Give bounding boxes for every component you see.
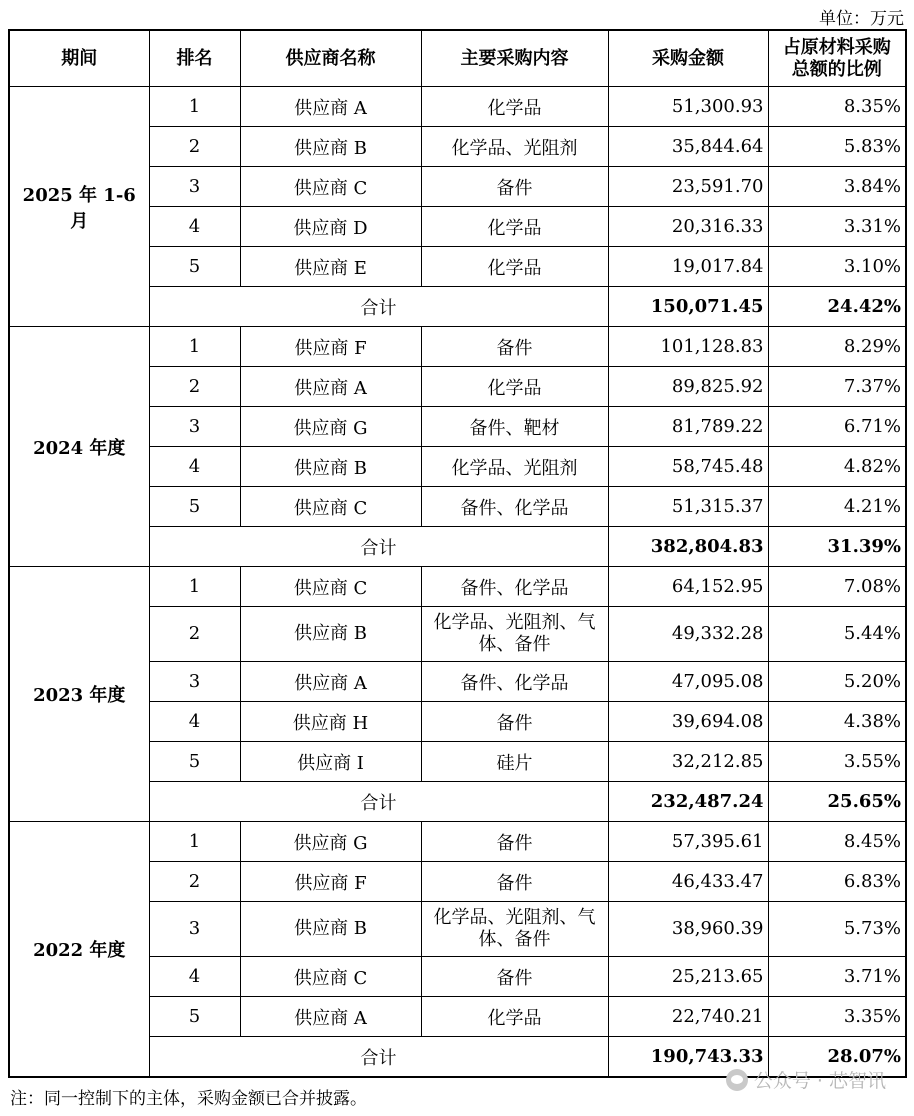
supplier-cell: 供应商 D: [240, 207, 421, 247]
ratio-cell: 6.83%: [768, 862, 906, 902]
supplier-cell: 供应商 B: [240, 607, 421, 662]
ratio-cell: 3.31%: [768, 207, 906, 247]
wechat-icon: [726, 1069, 748, 1091]
supplier-cell: 供应商 B: [240, 127, 421, 167]
content-cell: 备件: [421, 957, 608, 997]
header-rank: 排名: [149, 30, 240, 87]
ratio-cell: 7.08%: [768, 567, 906, 607]
content-cell: 化学品、光阻剂、气体、备件: [421, 607, 608, 662]
total-label: 合计: [149, 1037, 608, 1078]
header-supplier: 供应商名称: [240, 30, 421, 87]
rank-cell: 3: [149, 662, 240, 702]
table-row: [9, 87, 906, 127]
rank-cell: 1: [149, 327, 240, 367]
amount-cell: 19,017.84: [608, 247, 768, 287]
content-cell: 备件: [421, 702, 608, 742]
amount-cell: 51,300.93: [608, 87, 768, 127]
total-amount: 382,804.83: [608, 527, 768, 567]
period-cell: 2024 年度: [9, 327, 149, 567]
amount-cell: 81,789.22: [608, 407, 768, 447]
content-cell: 化学品、光阻剂: [421, 127, 608, 167]
header-amount: 采购金额: [608, 30, 768, 87]
header-row: [9, 30, 906, 87]
ratio-cell: 7.37%: [768, 367, 906, 407]
content-cell: 化学品: [421, 367, 608, 407]
rank-cell: 2: [149, 607, 240, 662]
header-ratio-line1: 占原材料采购: [782, 36, 891, 58]
total-label: 合计: [149, 527, 608, 567]
rank-cell: 4: [149, 702, 240, 742]
rank-cell: 5: [149, 742, 240, 782]
content-cell: 备件、化学品: [421, 487, 608, 527]
amount-cell: 20,316.33: [608, 207, 768, 247]
ratio-cell: 8.29%: [768, 327, 906, 367]
total-ratio: 24.42%: [768, 287, 906, 327]
supplier-cell: 供应商 G: [240, 407, 421, 447]
total-amount: 190,743.33: [608, 1037, 768, 1078]
ratio-cell: 3.71%: [768, 957, 906, 997]
rank-cell: 5: [149, 487, 240, 527]
period-cell: 2023 年度: [9, 567, 149, 822]
rank-cell: 3: [149, 407, 240, 447]
content-cell: 硅片: [421, 742, 608, 782]
ratio-cell: 8.35%: [768, 87, 906, 127]
ratio-cell: 6.71%: [768, 407, 906, 447]
supplier-cell: 供应商 A: [240, 87, 421, 127]
watermark-text: 公众号 · 芯智讯: [753, 1070, 886, 1092]
content-cell: 化学品: [421, 87, 608, 127]
supplier-cell: 供应商 B: [240, 447, 421, 487]
period-cell: 2025 年 1-6 月: [9, 87, 149, 327]
supplier-cell: 供应商 H: [240, 702, 421, 742]
table-row: [9, 567, 906, 607]
content-cell: 化学品、光阻剂、气体、备件: [421, 902, 608, 957]
content-cell: 化学品、光阻剂: [421, 447, 608, 487]
supplier-cell: 供应商 F: [240, 327, 421, 367]
supplier-cell: 供应商 C: [240, 567, 421, 607]
amount-cell: 89,825.92: [608, 367, 768, 407]
header-ratio-line2: 总额的比例: [791, 58, 882, 80]
content-cell: 备件: [421, 862, 608, 902]
rank-cell: 1: [149, 567, 240, 607]
supplier-cell: 供应商 A: [240, 662, 421, 702]
amount-cell: 23,591.70: [608, 167, 768, 207]
rank-cell: 4: [149, 957, 240, 997]
header-ratio: [768, 30, 906, 87]
unit-label: 单位：万元: [819, 9, 904, 29]
rank-cell: 1: [149, 87, 240, 127]
amount-cell: 38,960.39: [608, 902, 768, 957]
supplier-cell: 供应商 G: [240, 822, 421, 862]
ratio-cell: 3.55%: [768, 742, 906, 782]
supplier-cell: 供应商 C: [240, 487, 421, 527]
rank-cell: 4: [149, 447, 240, 487]
footnote: 注：同一控制下的主体，采购金额已合并披露。: [10, 1089, 367, 1109]
table-row: [9, 327, 906, 367]
content-cell: 备件、化学品: [421, 567, 608, 607]
amount-cell: 32,212.85: [608, 742, 768, 782]
content-cell: 备件、化学品: [421, 662, 608, 702]
ratio-cell: 4.21%: [768, 487, 906, 527]
amount-cell: 47,095.08: [608, 662, 768, 702]
table-body: [9, 87, 906, 1078]
watermark: [726, 1066, 886, 1093]
supplier-cell: 供应商 A: [240, 997, 421, 1037]
period-cell: 2022 年度: [9, 822, 149, 1078]
rank-cell: 4: [149, 207, 240, 247]
ratio-cell: 5.44%: [768, 607, 906, 662]
amount-cell: 25,213.65: [608, 957, 768, 997]
amount-cell: 39,694.08: [608, 702, 768, 742]
amount-cell: 35,844.64: [608, 127, 768, 167]
content-cell: 备件、靶材: [421, 407, 608, 447]
rank-cell: 5: [149, 247, 240, 287]
ratio-cell: 3.10%: [768, 247, 906, 287]
amount-cell: 49,332.28: [608, 607, 768, 662]
ratio-cell: 3.84%: [768, 167, 906, 207]
table-row: [9, 822, 906, 862]
supplier-purchase-table: [8, 29, 907, 1078]
supplier-cell: 供应商 A: [240, 367, 421, 407]
supplier-cell: 供应商 B: [240, 902, 421, 957]
rank-cell: 3: [149, 167, 240, 207]
supplier-cell: 供应商 C: [240, 167, 421, 207]
rank-cell: 1: [149, 822, 240, 862]
amount-cell: 58,745.48: [608, 447, 768, 487]
rank-cell: 2: [149, 862, 240, 902]
ratio-cell: 4.82%: [768, 447, 906, 487]
ratio-cell: 5.83%: [768, 127, 906, 167]
ratio-cell: 3.35%: [768, 997, 906, 1037]
header-content: 主要采购内容: [421, 30, 608, 87]
content-cell: 化学品: [421, 207, 608, 247]
content-cell: 备件: [421, 822, 608, 862]
amount-cell: 51,315.37: [608, 487, 768, 527]
amount-cell: 46,433.47: [608, 862, 768, 902]
total-amount: 150,071.45: [608, 287, 768, 327]
rank-cell: 5: [149, 997, 240, 1037]
total-ratio: 31.39%: [768, 527, 906, 567]
amount-cell: 64,152.95: [608, 567, 768, 607]
amount-cell: 57,395.61: [608, 822, 768, 862]
supplier-cell: 供应商 F: [240, 862, 421, 902]
supplier-cell: 供应商 E: [240, 247, 421, 287]
total-label: 合计: [149, 287, 608, 327]
header-period: 期间: [9, 30, 149, 87]
amount-cell: 22,740.21: [608, 997, 768, 1037]
ratio-cell: 5.73%: [768, 902, 906, 957]
rank-cell: 3: [149, 902, 240, 957]
content-cell: 备件: [421, 327, 608, 367]
total-ratio: 28.07%: [768, 1037, 906, 1078]
rank-cell: 2: [149, 367, 240, 407]
content-cell: 化学品: [421, 997, 608, 1037]
rank-cell: 2: [149, 127, 240, 167]
supplier-cell: 供应商 C: [240, 957, 421, 997]
ratio-cell: 5.20%: [768, 662, 906, 702]
total-amount: 232,487.24: [608, 782, 768, 822]
content-cell: 化学品: [421, 247, 608, 287]
content-cell: 备件: [421, 167, 608, 207]
total-ratio: 25.65%: [768, 782, 906, 822]
ratio-cell: 4.38%: [768, 702, 906, 742]
supplier-cell: 供应商 I: [240, 742, 421, 782]
ratio-cell: 8.45%: [768, 822, 906, 862]
total-label: 合计: [149, 782, 608, 822]
amount-cell: 101,128.83: [608, 327, 768, 367]
